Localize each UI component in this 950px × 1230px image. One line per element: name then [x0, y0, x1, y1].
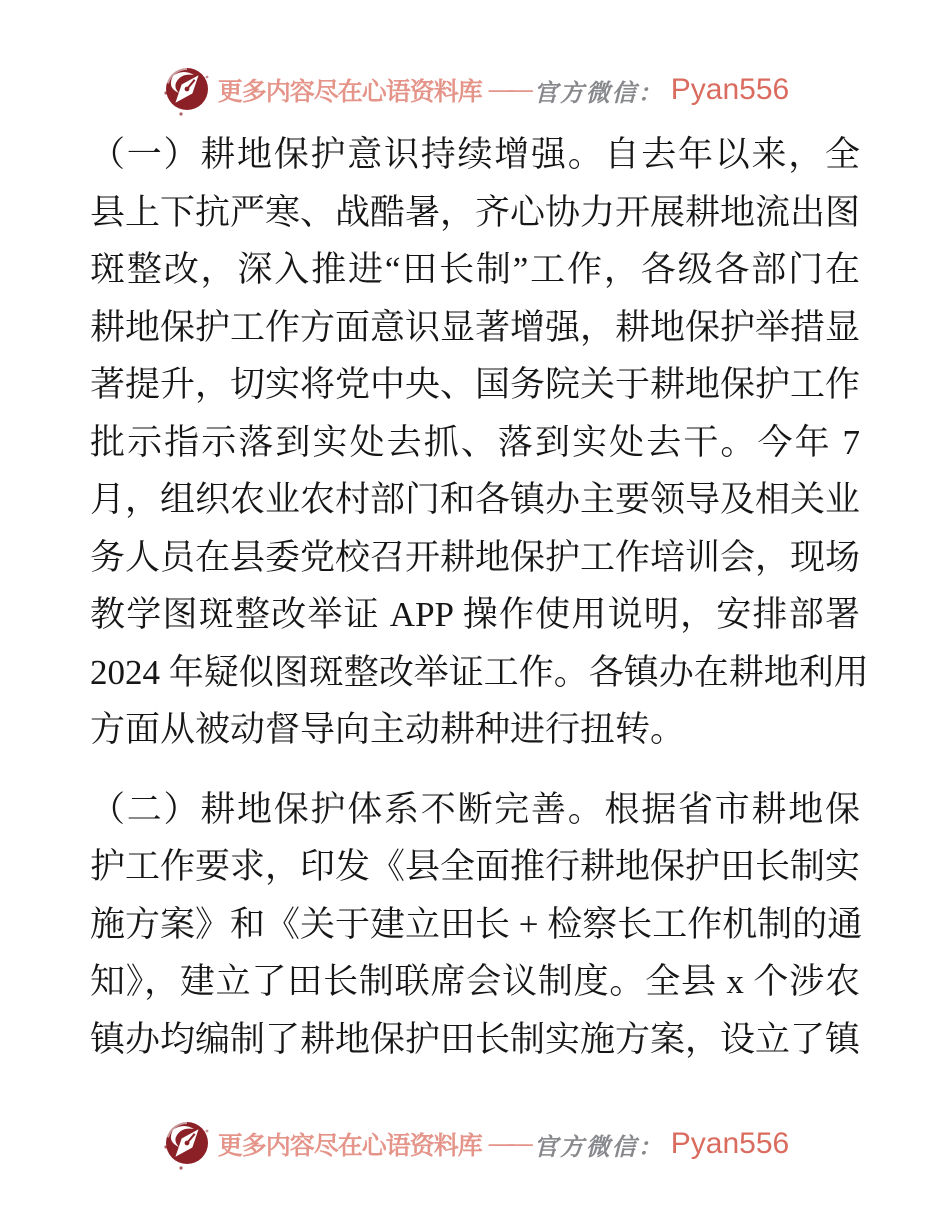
wechat-label: 官方微信： — [533, 80, 664, 107]
text-line: 著提升，切实将党中央、国务院关于耕地保护工作 — [90, 365, 861, 404]
text-line: 方面从被动督导向主动耕种进行扭转。 — [90, 710, 686, 749]
brand-dash: —— — [488, 1130, 527, 1157]
brand-text: 更多内容尽在心语资料库 — [217, 1133, 482, 1160]
brand-dash: —— — [488, 76, 527, 103]
text-line: 知》，建立了田长制联席会议制度。全县 x 个涉农 — [90, 962, 860, 1001]
text-line: 护工作要求，印发《县全面推行耕地保护田长制实 — [90, 847, 861, 886]
text-line: （一）耕地保护意识持续增强。自去年以来，全 — [90, 135, 860, 174]
text-line: 镇办均编制了耕地保护田长制实施方案，设立了镇 — [90, 1019, 861, 1059]
paragraph-2 — [90, 781, 863, 1069]
document-body — [90, 126, 869, 1090]
pen-nib-seal-icon — [161, 63, 211, 117]
text-line: 斑整改，深入推进“田长制”工作，各级各部门在 — [90, 250, 860, 289]
pen-nib-seal-icon — [161, 1117, 211, 1171]
text-line: 2024 年疑似图斑整改举证工作。各镇办在耕地利用 — [90, 652, 869, 692]
brand-text: 更多内容尽在心语资料库 — [217, 79, 482, 106]
wechat-label: 官方微信： — [533, 1134, 664, 1161]
text-line: 耕地保护工作方面意识显著增强，耕地保护举措显 — [90, 307, 861, 347]
wechat-id: Pyan556 — [670, 1127, 790, 1160]
text-line: 月，组织农业农村部门和各镇办主要领导及相关业 — [90, 480, 861, 519]
text-line: 务人员在县委党校召开耕地保护工作培训会，现场 — [90, 537, 861, 577]
header-watermark — [0, 62, 950, 118]
text-line: 县上下抗严寒、战酷暑，齐心协力开展耕地流出图 — [90, 192, 861, 232]
footer-watermark — [0, 1116, 950, 1172]
text-line: （二）耕地保护体系不断完善。根据省市耕地保 — [90, 789, 860, 829]
text-line: 批示指示落到实处去抓、落到实处去干。今年 7 — [90, 422, 860, 462]
text-line: 施方案》和《关于建立田长 + 检察长工作机制的通 — [90, 904, 863, 944]
wechat-id: Pyan556 — [670, 73, 790, 106]
paragraph-1 — [90, 126, 869, 759]
text-line: 教学图斑整改举证 APP 操作使用说明，安排部署 — [90, 595, 860, 634]
